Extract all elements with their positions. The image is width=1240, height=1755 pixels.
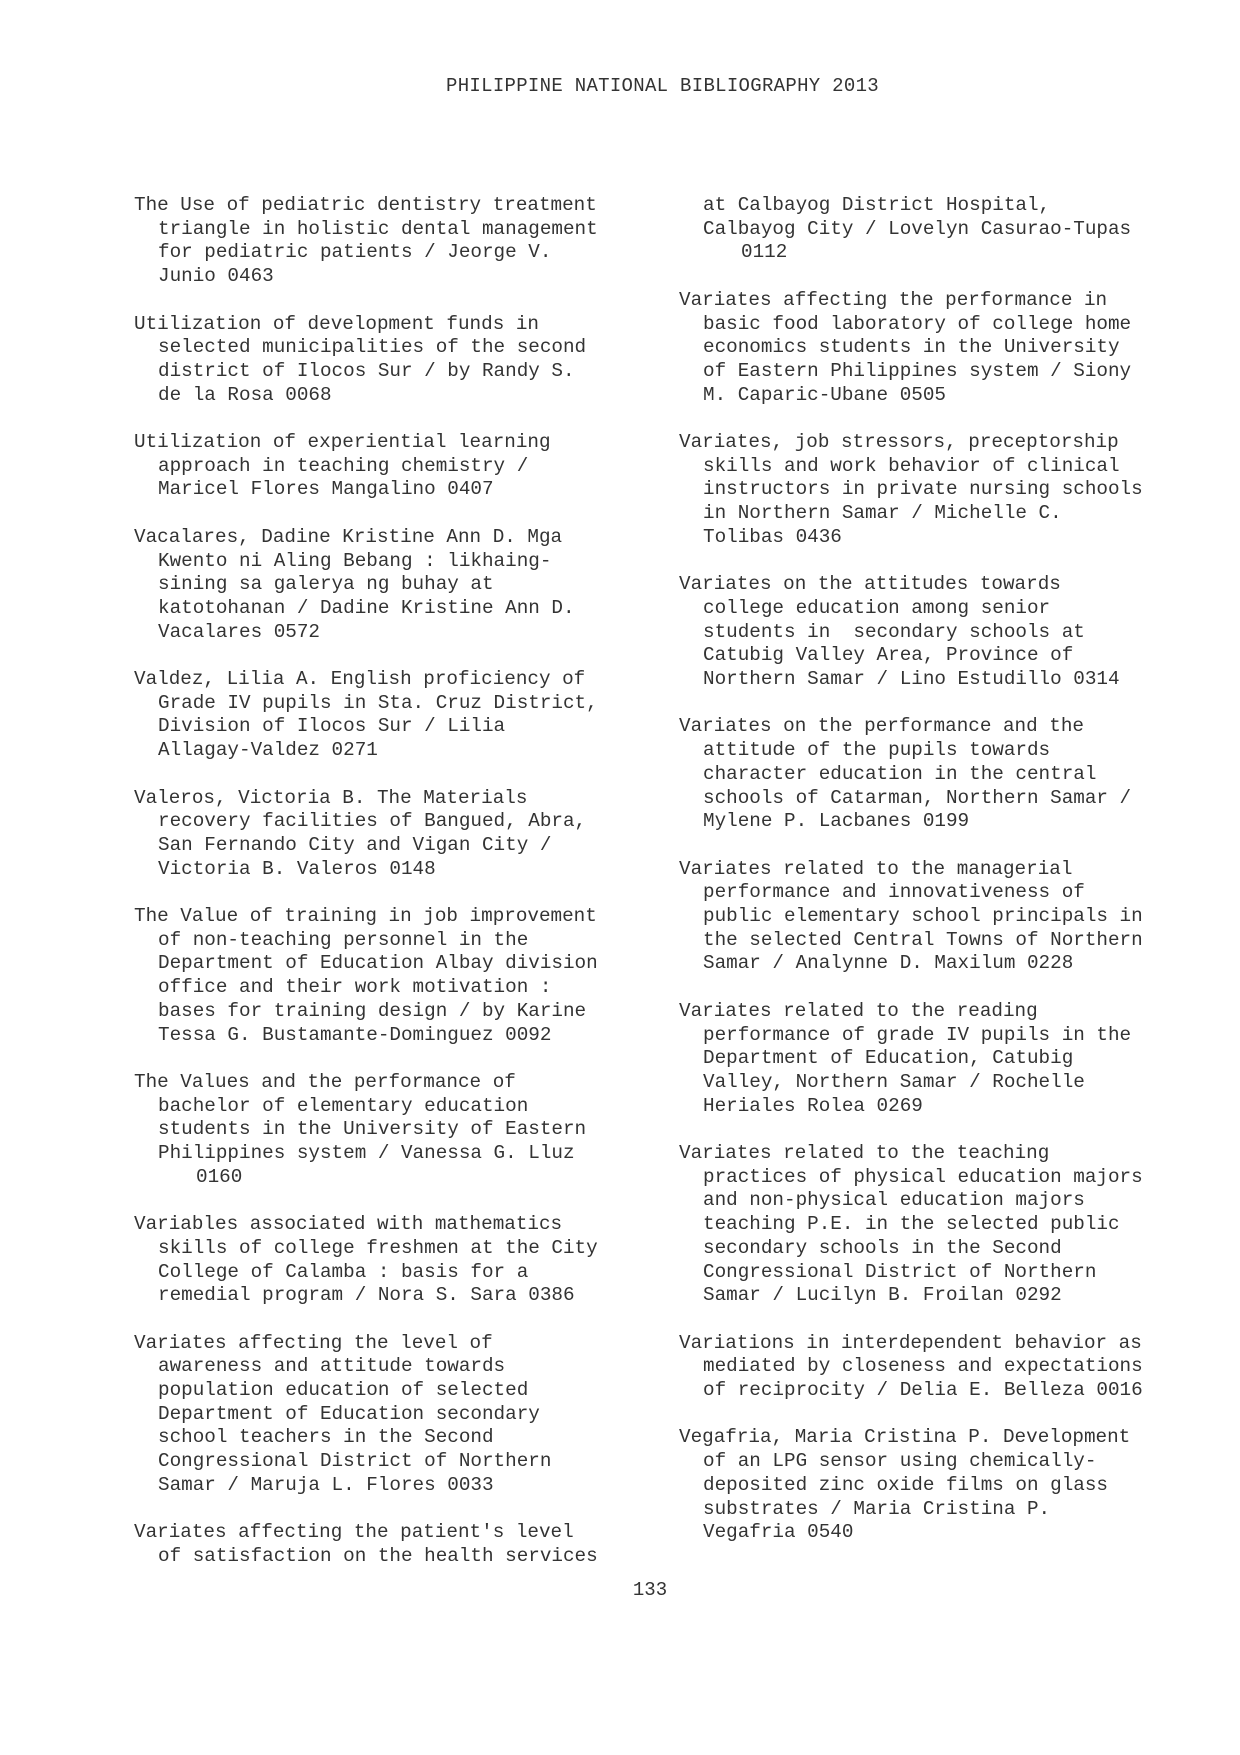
entry-line: College of Calamba : basis for a bbox=[158, 1260, 529, 1283]
bibliography-entry bbox=[134, 194, 654, 289]
entry-line: teaching P.E. in the selected public bbox=[703, 1213, 1120, 1236]
entry-line: Variates affecting the level of bbox=[134, 1331, 493, 1354]
entry-line: schools of Catarman, Northern Samar / bbox=[703, 786, 1132, 809]
entry-line: college education among senior bbox=[703, 596, 1051, 619]
entry-line: bachelor of elementary education bbox=[158, 1094, 529, 1117]
entry-line: of Eastern Philippines system / Siony bbox=[703, 359, 1132, 382]
bibliography-entry bbox=[134, 1071, 654, 1190]
entry-line: at Calbayog District Hospital, bbox=[703, 194, 1051, 216]
entry-line: of reciprocity / Delia E. Belleza 0016 bbox=[703, 1379, 1143, 1402]
entry-line: Variates affecting the patient's level bbox=[134, 1521, 574, 1544]
bibliography-entry bbox=[134, 1213, 654, 1308]
entry-line: Calbayog City / Lovelyn Casurao-Tupas bbox=[703, 217, 1132, 240]
entry-line: Junio 0463 bbox=[158, 265, 274, 288]
entry-line: Valeros, Victoria B. The Materials bbox=[134, 786, 528, 809]
entry-line: Samar / Maruja L. Flores 0033 bbox=[158, 1473, 494, 1496]
entry-line: recovery facilities of Bangued, Abra, bbox=[158, 810, 587, 833]
entry-line: the selected Central Towns of Northern bbox=[703, 928, 1143, 951]
bibliography-entry bbox=[679, 715, 1199, 834]
entry-line: of an LPG sensor using chemically- bbox=[703, 1450, 1097, 1473]
entry-line: Valdez, Lilia A. English proficiency of bbox=[134, 668, 586, 690]
entry-line: Vegafria 0540 bbox=[703, 1521, 854, 1544]
entry-line: deposited zinc oxide films on glass bbox=[703, 1473, 1108, 1496]
entry-line: public elementary school principals in bbox=[703, 905, 1143, 928]
entry-line: character education in the central bbox=[703, 762, 1097, 785]
bibliography-entry bbox=[134, 526, 654, 645]
bibliography-entry bbox=[679, 289, 1199, 408]
entry-line: San Fernando City and Vigan City / bbox=[158, 833, 552, 856]
entry-line: Variates on the performance and the bbox=[679, 715, 1084, 738]
entry-line: Mylene P. Lacbanes 0199 bbox=[703, 810, 970, 833]
entry-line: basic food laboratory of college home bbox=[703, 312, 1132, 335]
entry-line: Variables associated with mathematics bbox=[134, 1213, 563, 1236]
entry-line: Heriales Rolea 0269 bbox=[703, 1094, 923, 1117]
entry-line: M. Caparic-Ubane 0505 bbox=[703, 383, 946, 406]
entry-line: triangle in holistic dental management bbox=[158, 217, 598, 240]
entry-line: economics students in the University bbox=[703, 336, 1120, 359]
entry-line: Division of Ilocos Sur / Lilia bbox=[158, 715, 506, 738]
entry-line: katotohanan / Dadine Kristine Ann D. bbox=[158, 596, 575, 619]
entry-line: instructors in private nursing schools bbox=[703, 478, 1143, 501]
entry-line: Variates related to the reading bbox=[679, 999, 1038, 1022]
entry-line: Variates related to the managerial bbox=[679, 857, 1073, 880]
entry-line: selected municipalities of the second bbox=[158, 336, 587, 359]
entry-line: mediated by closeness and expectations bbox=[703, 1355, 1143, 1378]
entry-line: Department of Education, Catubig bbox=[703, 1047, 1074, 1070]
bibliography-entry bbox=[134, 668, 654, 763]
entry-line: substrates / Maria Cristina P. bbox=[703, 1497, 1051, 1520]
entry-line: bases for training design / by Karine bbox=[158, 999, 587, 1022]
entry-line: Vacalares, Dadine Kristine Ann D. Mga bbox=[134, 525, 563, 548]
entry-line: The Values and the performance of bbox=[134, 1070, 516, 1093]
entry-line: Department of Education secondary bbox=[158, 1402, 540, 1425]
entry-line: approach in teaching chemistry / bbox=[158, 454, 529, 477]
right-column bbox=[679, 194, 1199, 1569]
entry-line: Variates on the attitudes towards bbox=[679, 573, 1061, 596]
entry-line: school teachers in the Second bbox=[158, 1426, 494, 1449]
page-header: PHILIPPINE NATIONAL BIBLIOGRAPHY 2013 bbox=[446, 75, 879, 97]
entry-line: performance and innovativeness of bbox=[703, 881, 1085, 904]
entry-line: Valley, Northern Samar / Rochelle bbox=[703, 1070, 1085, 1093]
page-number: 133 bbox=[632, 1579, 668, 1601]
entry-line: skills of college freshmen at the City bbox=[158, 1236, 598, 1259]
entry-line: Congressional District of Northern bbox=[158, 1450, 552, 1473]
entry-line: in Northern Samar / Michelle C. bbox=[703, 502, 1062, 525]
entry-line: students in secondary schools at bbox=[703, 620, 1085, 643]
entry-line: Philippines system / Vanessa G. Lluz bbox=[158, 1142, 575, 1165]
bibliography-entry bbox=[679, 1426, 1199, 1545]
entry-line: for pediatric patients / Jeorge V. bbox=[158, 241, 552, 264]
entry-line: district of Ilocos Sur / by Randy S. bbox=[158, 359, 575, 382]
entry-line: Victoria B. Valeros 0148 bbox=[158, 857, 436, 880]
entry-line: office and their work motivation : bbox=[158, 976, 552, 999]
bibliography-entry bbox=[679, 1142, 1199, 1308]
entry-line: 0160 bbox=[196, 1165, 243, 1188]
entry-line: 0112 bbox=[741, 241, 788, 264]
entry-line: of non-teaching personnel in the bbox=[158, 928, 529, 951]
bibliography-entry bbox=[679, 858, 1199, 977]
entry-line: of satisfaction on the health services bbox=[158, 1544, 598, 1567]
entry-line: Maricel Flores Mangalino 0407 bbox=[158, 478, 494, 501]
entry-line: sining sa galerya ng buhay at bbox=[158, 573, 494, 596]
entry-line: Variates related to the teaching bbox=[679, 1142, 1050, 1165]
entry-line: population education of selected bbox=[158, 1379, 529, 1402]
entry-line: Allagay-Valdez 0271 bbox=[158, 739, 378, 762]
bibliography-entry bbox=[134, 787, 654, 882]
entry-line: The Value of training in job improvement bbox=[134, 905, 597, 927]
entry-line: Catubig Valley Area, Province of bbox=[703, 644, 1074, 667]
bibliography-entry bbox=[134, 313, 654, 408]
entry-line: and non-physical education majors bbox=[703, 1189, 1085, 1212]
entry-line: awareness and attitude towards bbox=[158, 1355, 506, 1378]
entry-line: The Use of pediatric dentistry treatment bbox=[134, 194, 597, 216]
entry-line: Variates, job stressors, preceptorship bbox=[679, 431, 1119, 453]
bibliography-entry bbox=[679, 194, 1199, 265]
entry-line: Samar / Analynne D. Maxilum 0228 bbox=[703, 952, 1074, 975]
bibliography-entry bbox=[679, 573, 1199, 692]
entry-line: Utilization of experiential learning bbox=[134, 431, 551, 453]
bibliography-entry bbox=[679, 1332, 1199, 1403]
entry-line: Variations in interdependent behavior as bbox=[679, 1331, 1142, 1354]
entry-line: students in the University of Eastern bbox=[158, 1118, 587, 1141]
bibliography-entry bbox=[679, 1000, 1199, 1119]
entry-line: Vegafria, Maria Cristina P. Development bbox=[679, 1426, 1131, 1449]
entry-line: Grade IV pupils in Sta. Cruz District, bbox=[158, 691, 598, 714]
entry-line: Kwento ni Aling Bebang : likhaing- bbox=[158, 549, 552, 572]
entry-line: Department of Education Albay division bbox=[158, 952, 598, 975]
entry-line: Samar / Lucilyn B. Froilan 0292 bbox=[703, 1284, 1062, 1307]
entry-line: performance of grade IV pupils in the bbox=[703, 1023, 1132, 1046]
entry-line: practices of physical education majors bbox=[703, 1165, 1143, 1188]
entry-line: attitude of the pupils towards bbox=[703, 739, 1051, 762]
entry-line: Variates affecting the performance in bbox=[679, 288, 1108, 311]
entry-line: Congressional District of Northern bbox=[703, 1260, 1097, 1283]
left-column bbox=[134, 194, 654, 1592]
entry-line: Tolibas 0436 bbox=[703, 525, 842, 548]
bibliography-entry bbox=[134, 431, 654, 502]
entry-line: Vacalares 0572 bbox=[158, 620, 320, 643]
bibliography-entry bbox=[134, 905, 654, 1047]
bibliography-entry bbox=[679, 431, 1199, 550]
bibliography-entry bbox=[134, 1521, 654, 1568]
entry-line: de la Rosa 0068 bbox=[158, 383, 332, 406]
entry-line: skills and work behavior of clinical bbox=[703, 454, 1120, 477]
entry-line: Tessa G. Bustamante-Dominguez 0092 bbox=[158, 1023, 552, 1046]
entry-line: secondary schools in the Second bbox=[703, 1236, 1062, 1259]
entry-line: Utilization of development funds in bbox=[134, 312, 539, 335]
bibliography-entry bbox=[134, 1332, 654, 1498]
entry-line: Northern Samar / Lino Estudillo 0314 bbox=[703, 668, 1120, 691]
entry-line: remedial program / Nora S. Sara 0386 bbox=[158, 1284, 575, 1307]
